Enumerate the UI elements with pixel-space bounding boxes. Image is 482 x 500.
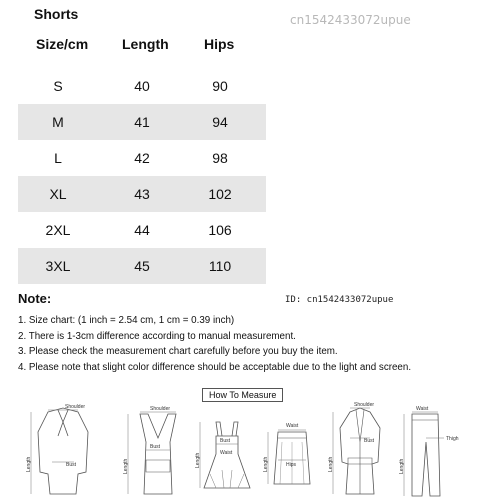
table-cell-length: 42 [134,150,150,166]
table-row [18,140,266,176]
table-cell-size: 3XL [45,258,71,274]
table-cell-length: 45 [134,258,150,274]
table-cell-size: S [53,78,63,94]
length-label: Length [399,458,405,474]
watermark: cn1542433072upue [290,13,411,27]
bust-label: Bust [220,438,231,444]
table-cell-size: 2XL [45,222,71,238]
dress-illustration [196,402,256,500]
table-row [18,176,266,212]
table-cell-length: 40 [134,78,150,94]
blouse-illustration [28,402,98,500]
note-list [18,313,411,375]
note-item: 4. Please note that slight color difference should be acceptable due to the light and screen. [18,361,412,373]
waist-label: Waist [286,423,299,429]
table-cell-hips: 106 [208,222,232,238]
header-size: Size/cm [36,36,89,52]
table-cell-hips: 98 [212,150,228,166]
length-label: Length [123,458,129,474]
note-item: 2. There is 1-3cm difference according to manual measurement. [18,330,296,342]
length-label: Length [26,456,32,472]
note-id: ID: cn1542433072upue [285,295,394,305]
coat-illustration [328,402,392,500]
note-title: Note: [18,291,52,306]
shoulder-label: Shoulder [65,404,86,410]
table-cell-size: M [52,114,64,130]
shoulder-label: Shoulder [354,402,375,408]
table-cell-hips: 90 [212,78,228,94]
table-cell-size: XL [49,186,67,202]
thigh-label: Thigh [446,436,459,442]
waist-label: Waist [416,406,429,412]
skirt-illustration [262,402,322,500]
length-label: Length [328,456,334,472]
waist-label: Waist [220,450,233,456]
bust-label: Bust [364,438,375,444]
table-cell-hips: 110 [208,258,232,274]
length-label: Length [195,452,201,468]
table-cell-length: 44 [134,222,150,238]
hips-label: Hips [286,462,297,468]
table-row [18,68,266,104]
table-cell-length: 43 [134,186,150,202]
how-to-measure-label: How To Measure [202,388,283,402]
table-row [18,104,266,140]
table-cell-hips: 94 [212,114,228,130]
bust-label: Bust [150,444,161,450]
pants-illustration [398,402,470,500]
table-cell-hips: 102 [208,186,232,202]
note-item: 3. Please check the measurement chart carefully before you buy the item. [18,346,338,357]
page-title: Shorts [34,6,79,22]
header-hips: Hips [204,36,235,52]
table-cell-length: 41 [134,114,150,130]
note-item: 1. Size chart: (1 inch = 2.54 cm, 1 cm = 0.39 inch) [18,315,235,326]
table-row [18,212,266,248]
shoulder-label: Shoulder [150,406,171,412]
table-cell-size: L [54,150,62,166]
bust-label: Bust [66,462,77,468]
header-length: Length [122,36,169,52]
length-label: Length [263,456,269,472]
camisole-illustration [122,402,188,500]
table-row [18,248,266,284]
